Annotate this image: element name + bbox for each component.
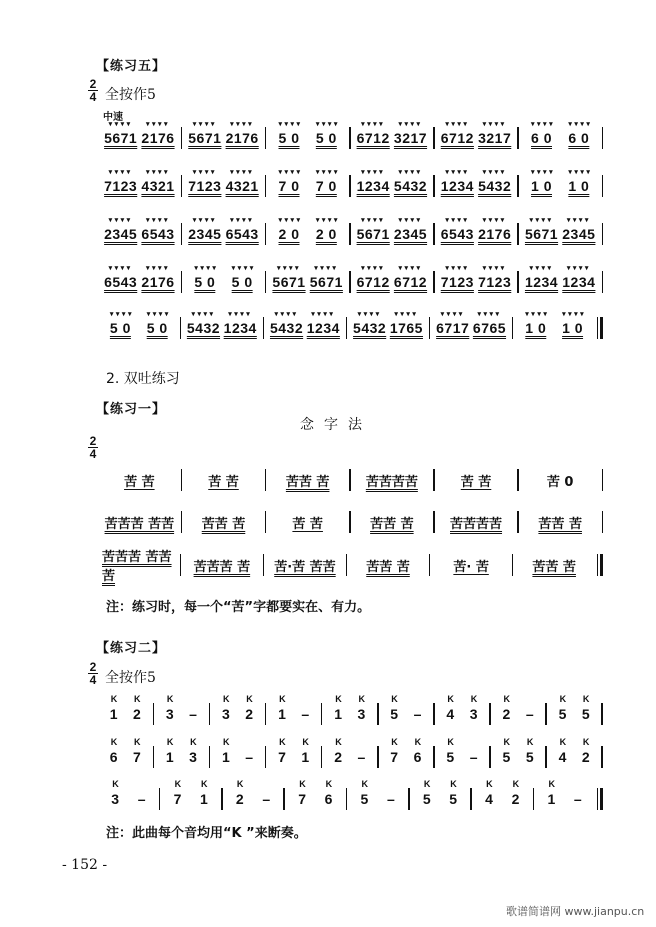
measure: [181, 320, 263, 336]
note-group: ▾▾▾▾ 6712: [357, 130, 390, 146]
note: K 2: [334, 749, 342, 765]
note-group: ▾▾▾▾ 5 0: [316, 130, 337, 146]
ts-bottom: 4: [89, 447, 97, 461]
measure: [98, 226, 181, 242]
note: K 5: [559, 706, 567, 722]
note-group: ▾▾▾▾ 6543: [104, 274, 137, 290]
measure: [547, 749, 602, 765]
note: K 5: [503, 749, 511, 765]
staff-row: [98, 745, 603, 769]
note-group: ▾▾▾▾ 3217: [478, 130, 511, 146]
staff-row: [98, 550, 603, 584]
note: K 2: [512, 791, 520, 807]
note: K 1: [547, 791, 555, 807]
note-group: ▾▾▾▾ 6712: [357, 274, 390, 290]
note-group: ▾▾▾▾ 3217: [394, 130, 427, 146]
staff-row: [98, 702, 603, 726]
syllable-group: 苦苦苦苦: [365, 474, 418, 490]
measure: [154, 706, 209, 722]
measure: [182, 274, 265, 290]
note-group: ▾▾▾▾ 2176: [141, 274, 174, 290]
note: K 5: [361, 791, 369, 807]
note: –: [386, 791, 395, 807]
time-signature: [88, 662, 98, 685]
measure: [98, 706, 153, 722]
note-group: ▾▾▾▾ 5 0: [147, 320, 168, 336]
ts-top: 2: [89, 77, 97, 91]
note: K 5: [423, 791, 431, 807]
measure: [430, 320, 512, 336]
note: K 1: [301, 749, 309, 765]
note-group: ▾▾▾▾ 7 0: [316, 178, 337, 194]
measure: [266, 749, 321, 765]
syllable-group: 苦· 苦: [453, 559, 489, 575]
note-group: ▾▾▾▾ 1234: [562, 274, 595, 290]
measure: [98, 320, 180, 336]
final-barline: [597, 788, 603, 810]
barline: [601, 703, 603, 725]
measure: [519, 178, 602, 194]
measure: [519, 274, 602, 290]
key-label: 全按作5: [105, 670, 156, 686]
measure: [519, 130, 602, 146]
ts-bottom: 4: [89, 90, 97, 104]
time-signature: [88, 79, 98, 102]
note-group: ▾▾▾▾ 6712: [441, 130, 474, 146]
note: –: [301, 706, 310, 722]
measure: [266, 274, 349, 290]
note: K 1: [334, 706, 342, 722]
note-group: ▾▾▾▾ 1234: [307, 320, 340, 336]
final-barline: [597, 317, 603, 339]
measure: [182, 471, 265, 490]
measure: [266, 226, 349, 242]
time-signature: [88, 436, 98, 459]
measure: [435, 274, 518, 290]
exercise-1-header: 【练习一】: [96, 402, 167, 417]
staff-row: [98, 316, 603, 340]
exercise-2-header: 【练习二】: [96, 641, 167, 656]
staff-row: [98, 787, 603, 811]
note-group: ▾▾▾▾ 2 0: [279, 226, 300, 242]
note-group: ▾▾▾▾ 7123: [104, 178, 137, 194]
syllable-group: 苦苦 苦: [201, 516, 246, 532]
barline: [602, 469, 604, 491]
note-group: ▾▾▾▾ 5671: [357, 226, 390, 242]
barline: [602, 271, 604, 293]
note: K 1: [278, 706, 286, 722]
note: K 2: [133, 706, 141, 722]
measure: [182, 513, 265, 532]
measure: [519, 513, 602, 532]
final-barline: [597, 554, 603, 576]
measure: [435, 749, 490, 765]
note: K 3: [189, 749, 197, 765]
note-group: ▾▾▾▾ 1 0: [525, 320, 546, 336]
measure: [98, 791, 159, 807]
note: K 4: [559, 749, 567, 765]
note: K 7: [390, 749, 398, 765]
tempo-label: 中速: [103, 112, 123, 123]
syllable-group: 苦 苦: [208, 474, 239, 490]
note: K 4: [446, 706, 454, 722]
note-group: ▾▾▾▾ 7 0: [279, 178, 300, 194]
syllable-group: 苦 苦: [460, 474, 492, 490]
measure: [519, 471, 602, 490]
measure: [182, 178, 265, 194]
note-group: ▾▾▾▾ 5 0: [194, 274, 215, 290]
note: K 3: [111, 791, 119, 807]
note-group: ▾▾▾▾ 5432: [187, 320, 220, 336]
measure: [285, 791, 346, 807]
measure: [181, 556, 263, 575]
note-group: ▾▾▾▾ 2 0: [316, 226, 337, 242]
note-group: ▾▾▾▾ 5671: [188, 130, 221, 146]
syllable-group: 苦苦苦 苦苦苦: [102, 550, 172, 584]
barline: [602, 511, 604, 533]
note-group: ▾▾▾▾ 1234: [224, 320, 257, 336]
measure: [491, 749, 546, 765]
note-group: ▾▾▾▾ 6765: [473, 320, 506, 336]
note-group: ▾▾▾▾ 6712: [394, 274, 427, 290]
measure: [351, 130, 434, 146]
note: K 1: [166, 749, 174, 765]
note-group: ▾▾▾▾ 7123: [188, 178, 221, 194]
note-group: ▾▾▾▾ 5 0: [232, 274, 253, 290]
measure: [347, 320, 429, 336]
note-group: ▾▾▾▾ 1234: [441, 178, 474, 194]
note: –: [357, 749, 366, 765]
syllable-group: 苦 0: [546, 474, 574, 490]
note: K 3: [470, 706, 478, 722]
measure: [351, 178, 434, 194]
note: –: [189, 706, 197, 722]
note: K 7: [278, 749, 286, 765]
syllable-group: 苦 苦: [124, 474, 155, 490]
syllable-group: 苦 苦: [292, 516, 323, 532]
note: –: [573, 791, 582, 807]
note-group: ▾▾▾▾ 6543: [141, 226, 174, 242]
measure: [210, 749, 265, 765]
staff-row: [98, 468, 603, 492]
staff-row: [98, 510, 603, 534]
measure: [98, 546, 180, 584]
note-group: ▾▾▾▾ 6717: [436, 320, 469, 336]
syllable-group: 苦苦苦 苦苦: [104, 516, 175, 532]
note-group: ▾▾▾▾ 2345: [394, 226, 427, 242]
note: K 5: [449, 791, 457, 807]
note: K 5: [446, 749, 454, 765]
measure: [98, 513, 181, 532]
note: K 6: [325, 791, 333, 807]
measure: [379, 749, 434, 765]
measure: [266, 471, 349, 490]
syllable-group: 苦苦 苦: [285, 474, 330, 490]
note: K 7: [174, 791, 182, 807]
syllable-group: 苦苦苦 苦: [193, 559, 251, 575]
note-group: ▾▾▾▾ 5432: [270, 320, 303, 336]
measure: [266, 178, 349, 194]
note: K 3: [222, 706, 230, 722]
measure: [435, 513, 518, 532]
note-group: ▾▾▾▾ 6 0: [531, 130, 552, 146]
note-group: ▾▾▾▾ 5671: [272, 274, 305, 290]
note: K 5: [526, 749, 534, 765]
note-group: ▾▾▾▾ 5 0: [279, 130, 300, 146]
note: K 7: [298, 791, 306, 807]
note: K 1: [200, 791, 208, 807]
measure: [351, 471, 434, 490]
section-title: 2. 双吐练习: [106, 371, 180, 387]
measure: [435, 178, 518, 194]
ts-top: 2: [89, 660, 97, 674]
syllable-group: 苦苦 苦: [366, 559, 410, 575]
note: K 6: [110, 749, 118, 765]
measure: [491, 706, 546, 722]
measure: [98, 274, 181, 290]
note-group: ▾▾▾▾ 1765: [390, 320, 423, 336]
note-group: ▾▾▾▾ 6 0: [568, 130, 589, 146]
measure: [223, 791, 284, 807]
note-group: ▾▾▾▾ 4321: [141, 178, 174, 194]
note: K 2: [236, 791, 244, 807]
exercise-5-header: 【练习五】: [96, 59, 167, 74]
note-group: ▾▾▾▾ 4321: [226, 178, 259, 194]
measure: [264, 556, 346, 575]
note: K 6: [414, 749, 422, 765]
note: –: [413, 706, 422, 722]
measure: [182, 226, 265, 242]
measure: [266, 706, 321, 722]
page-number: - 152 -: [62, 857, 108, 873]
measure: [379, 706, 434, 722]
measure: [513, 556, 595, 575]
note-group: ▾▾▾▾ 5671: [310, 274, 343, 290]
measure: [351, 226, 434, 242]
barline: [602, 127, 604, 149]
note-group: ▾▾▾▾ 6543: [226, 226, 259, 242]
syllable-group: 苦苦 苦: [532, 559, 576, 575]
exercise-1-note: 注：练习时，每一个“苦”字都要实在、有力。: [106, 600, 371, 615]
barline: [601, 746, 603, 768]
measure: [266, 513, 349, 532]
measure: [513, 320, 595, 336]
note: K 7: [133, 749, 141, 765]
note-group: ▾▾▾▾ 2176: [478, 226, 511, 242]
syllable-group: 苦·苦 苦苦: [274, 559, 336, 575]
note-group: ▾▾▾▾ 2345: [188, 226, 221, 242]
barline: [602, 175, 604, 197]
measure: [435, 130, 518, 146]
note: K 4: [485, 791, 493, 807]
note: K 5: [390, 706, 398, 722]
note: –: [525, 706, 534, 722]
measure: [430, 556, 512, 575]
note-group: ▾▾▾▾ 2345: [562, 226, 595, 242]
note-group: ▾▾▾▾ 5432: [478, 178, 511, 194]
ts-bottom: 4: [89, 673, 97, 687]
note: K 2: [503, 706, 511, 722]
syllable-group: 苦苦 苦: [370, 516, 414, 532]
note-group: ▾▾▾▾ 2176: [226, 130, 259, 146]
note: –: [262, 791, 271, 807]
note: K 1: [110, 706, 118, 722]
measure: [472, 791, 533, 807]
ts-top: 2: [89, 434, 97, 448]
note: K 2: [245, 706, 253, 722]
measure: [435, 706, 490, 722]
measure: [347, 556, 429, 575]
note-group: ▾▾▾▾ 2176: [141, 130, 174, 146]
note-group: ▾▾▾▾ 7123: [441, 274, 474, 290]
exercise-1-title: 念字法: [300, 417, 372, 433]
watermark: 歌谱简谱网 www.jianpu.cn: [506, 905, 645, 918]
staff-row: [98, 222, 603, 246]
note-group: ▾▾▾▾ 1 0: [568, 178, 589, 194]
measure: [210, 706, 265, 722]
note: K 5: [582, 706, 590, 722]
note: K 2: [582, 749, 590, 765]
note-group: ▾▾▾▾ 7123: [478, 274, 511, 290]
measure: [154, 749, 209, 765]
measure: [98, 130, 181, 146]
exercise-2-note: 注：此曲每个音均用“K ”来断奏。: [106, 826, 307, 841]
measure: [322, 706, 377, 722]
measure: [98, 749, 153, 765]
measure: [182, 130, 265, 146]
measure: [547, 706, 602, 722]
measure: [347, 791, 408, 807]
measure: [351, 274, 434, 290]
note: K 3: [166, 706, 174, 722]
note: K 3: [357, 706, 365, 722]
syllable-group: 苦苦 苦: [538, 516, 582, 532]
measure: [410, 791, 471, 807]
note-group: ▾▾▾▾ 1 0: [562, 320, 583, 336]
syllable-group: 苦苦苦苦: [450, 516, 503, 532]
barline: [602, 223, 604, 245]
measure: [160, 791, 221, 807]
note-group: ▾▾▾▾ 2345: [104, 226, 137, 242]
key-label: 全按作5: [105, 87, 156, 103]
measure: [534, 791, 595, 807]
note-group: ▾▾▾▾ 6543: [441, 226, 474, 242]
note-group: ▾▾▾▾ 5671: [104, 130, 137, 146]
note-group: ▾▾▾▾ 1234: [525, 274, 558, 290]
staff-row: [98, 126, 603, 150]
measure: [519, 226, 602, 242]
note-group: ▾▾▾▾ 5432: [353, 320, 386, 336]
note: –: [245, 749, 254, 765]
note-group: ▾▾▾▾ 1 0: [531, 178, 552, 194]
measure: [351, 513, 434, 532]
note-group: ▾▾▾▾ 5671: [525, 226, 558, 242]
note: –: [137, 791, 146, 807]
note: –: [469, 749, 478, 765]
measure: [435, 471, 518, 490]
measure: [98, 471, 181, 490]
measure: [322, 749, 377, 765]
measure: [266, 130, 349, 146]
note-group: ▾▾▾▾ 5 0: [110, 320, 131, 336]
note-group: ▾▾▾▾ 5432: [394, 178, 427, 194]
note-group: ▾▾▾▾ 1234: [357, 178, 390, 194]
measure: [98, 178, 181, 194]
staff-row: [98, 270, 603, 294]
staff-row: [98, 174, 603, 198]
measure: [435, 226, 518, 242]
note: K 1: [222, 749, 230, 765]
measure: [264, 320, 346, 336]
